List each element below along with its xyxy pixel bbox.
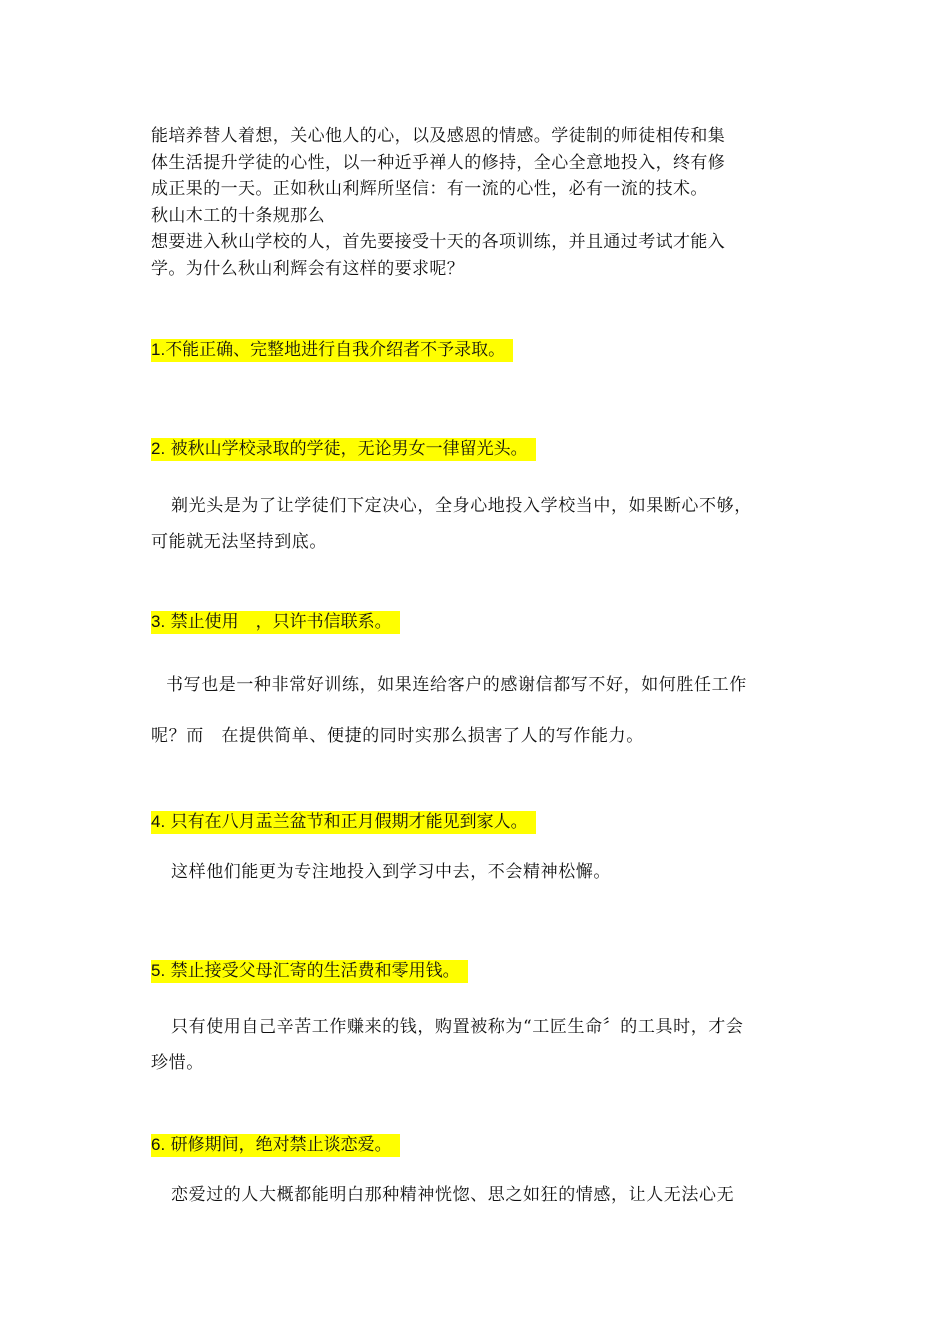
highlight [151,1134,400,1157]
rule-number: 1. [151,340,166,359]
rule-title: 禁止接受父母汇寄的生活费和零用钱。 [170,961,460,981]
rule-1-heading [151,338,513,362]
body-line: 只有使用自己辛苦工作赚来的钱，购置被称为“工匠生命〞的工具时，才会 [171,1017,744,1037]
rule-5-heading [151,959,468,983]
rule-5-body [151,1009,811,1081]
rule-number: 3. [151,612,166,631]
intro-line: 学。为什么秋山利辉会有这样的要求呢？ [151,258,465,279]
body-line: 珍惜。 [151,1053,204,1073]
rule-number: 6. [151,1135,166,1154]
rule-6-body [151,1183,811,1207]
rule-4-body [151,860,811,884]
intro-paragraph [151,123,811,282]
body-line: 剃光头是为了让学徒们下定决心，全身心地投入学校当中，如果断心不够， [171,496,752,516]
rule-title: 被秋山学校录取的学徒，无论男女一律留光头。 [170,439,528,459]
rule-3-heading [151,610,400,634]
rule-title: 不能正确、完整地进行自我介绍者不予录取。 [165,340,506,360]
rule-number: 5. [151,961,166,980]
rule-number: 2. [151,439,166,458]
rule-6-heading [151,1133,400,1157]
intro-line: 能培养替人着想，关心他人的心，以及感恩的情感。学徒制的师徒相传和集 [151,126,726,146]
rule-number: 4. [151,812,166,831]
intro-line: 想要进入秋山学校的人，首先要接受十天的各项训练，并且通过考试才能入 [151,232,726,252]
rule-title: 只有在八月盂兰盆节和正月假期才能见到家人。 [170,812,528,832]
body-line: 可能就无法坚持到底。 [151,532,327,552]
highlight [151,339,513,362]
body-line: 呢？而 在提供简单、便捷的同时实那么损害了人的写作能力。 [151,726,644,746]
highlight [151,811,536,834]
intro-line: 秋山木工的十条规那么 [151,205,325,226]
intro-line: 成正果的一天。正如秋山利辉所坚信：有一流的心性，必有一流的技术。 [151,179,708,199]
intro-line: 体生活提升学徒的心性，以一种近乎禅人的修持，全心全意地投入，终有修 [151,152,726,173]
rule-2-body [151,488,811,560]
rule-2-heading [151,437,536,461]
rule-title: 研修期间，绝对禁止谈恋爱。 [170,1135,392,1155]
rule-3-body [151,660,811,762]
body-line: 恋爱过的人大概都能明白那种精神恍惚、思之如狂的情感，让人无法心无 [171,1185,735,1205]
body-line: 书写也是一种非常好训练，如果连给客户的感谢信都写不好，如何胜任工作 [166,675,747,695]
highlight [151,960,468,983]
rule-4-heading [151,810,536,834]
body-line: 这样他们能更为专注地投入到学习中去，不会精神松懈。 [171,862,611,882]
highlight [151,611,400,634]
highlight [151,438,536,461]
rule-title: 禁止使用 ，只许书信联系。 [170,612,392,632]
